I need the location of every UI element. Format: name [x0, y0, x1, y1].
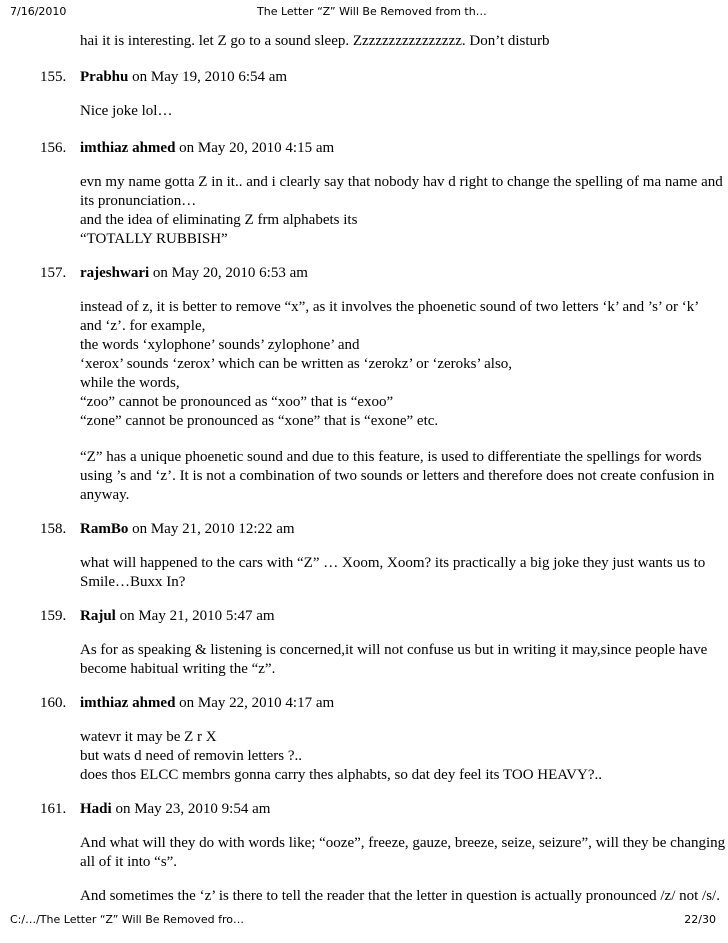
comment-text-line: but wats d need of removin letters ?.. — [80, 748, 303, 764]
comment-text-line: And what will they do with words like; “ooze”, freeze, gauze, breeze, seize, seizure”, will they be changing — [80, 835, 726, 851]
comment-text-line: the words ‘xylophone’ sounds’ zylophone’ and — [80, 337, 360, 353]
comment-text-line: does thos ELCC membrs gonna carry thes alphabts, so dat dey feel its TOO HEAVY?.. — [80, 767, 602, 783]
comment-text-line: and ‘z’. for example, — [80, 318, 206, 334]
comment-header — [80, 264, 308, 283]
comment-text-line: evn my name gotta Z in it.. and i clearly say that nobody hav d right to change the spelling of ma name and — [80, 174, 723, 190]
comment-header — [80, 800, 270, 819]
comment-author[interactable]: Hadi — [80, 801, 112, 817]
comment-text-line: As for as speaking & listening is concerned,it will not confuse us but in writing it may,since people have — [80, 642, 708, 658]
page-header — [0, 5, 728, 23]
comment-header — [80, 139, 334, 158]
comment-author[interactable]: Rajul — [80, 608, 116, 624]
page-footer — [0, 913, 728, 931]
comment-text-line: using ’s and ‘z’. It is not a combination of two sounds or letters and therefore does not create confusion in — [80, 468, 715, 484]
comment-author[interactable]: Prabhu — [80, 69, 129, 85]
comment-header — [80, 68, 287, 87]
comment-author[interactable]: imthiaz ahmed — [80, 695, 176, 711]
comment-text-line: its pronunciation… — [80, 193, 197, 209]
comment-date: on May 19, 2010 6:54 am — [132, 69, 288, 85]
comment-text-line: ‘xerox’ sounds ‘zerox’ which can be written as ‘zerokz’ or ‘zeroks’ also, — [80, 356, 513, 372]
comment-number: 161. — [40, 801, 67, 817]
comment-author[interactable]: rajeshwari — [80, 265, 150, 281]
comment-date: on May 22, 2010 4:17 am — [179, 695, 335, 711]
comment-number: 159. — [40, 608, 67, 624]
comment-text-line: while the words, — [80, 375, 180, 391]
print-date: 7/16/2010 — [10, 5, 67, 18]
comment-number: 160. — [40, 695, 67, 711]
comment-text-line: instead of z, it is better to remove “x”, as it involves the phoenetic sound of two letters ‘k’ and ’s’ or ‘k’ — [80, 299, 700, 315]
comment-text-line: Smile…Buxx In? — [80, 574, 186, 590]
comment-header — [80, 694, 334, 713]
comment-author[interactable]: imthiaz ahmed — [80, 140, 176, 156]
comment-header — [80, 520, 295, 539]
comment-number: 158. — [40, 521, 67, 537]
comment-text-line: and the idea of eliminating Z frm alphabets its — [80, 212, 358, 228]
comment-author[interactable]: RamBo — [80, 521, 129, 537]
comment-number: 155. — [40, 69, 67, 85]
comment-text-line: watevr it may be Z r X — [80, 729, 217, 745]
comment-text-line: And sometimes the ‘z’ is there to tell the reader that the letter in question is actually pronounced /z/ not /s/. — [80, 888, 720, 904]
comment-number: 157. — [40, 265, 67, 281]
comment-text-line: what will happened to the cars with “Z” … Xoom, Xoom? its practically a big joke they just wants us to — [80, 555, 706, 571]
comment-date: on May 23, 2010 9:54 am — [115, 801, 271, 817]
comment-text-line: Nice joke lol… — [80, 103, 173, 119]
comment-date: on May 21, 2010 12:22 am — [132, 521, 295, 537]
comment-text-line: “zoo” cannot be pronounced as “xoo” that is “exoo” — [80, 394, 394, 410]
comment-text-line: hai it is interesting. let Z go to a sound sleep. Zzzzzzzzzzzzzzzz. Don’t disturb — [80, 33, 550, 49]
comment-text-line: “zone” cannot be pronounced as “xone” that is “exone” etc. — [80, 413, 439, 429]
comment-text-line: “Z” has a unique phoenetic sound and due to this feature, is used to differentiate the spellings for words — [80, 449, 702, 465]
comment-date: on May 21, 2010 5:47 am — [119, 608, 275, 624]
page-title: The Letter “Z” Will Be Removed from th… — [257, 5, 487, 18]
comment-text-line: all of it into “s”. — [80, 854, 178, 870]
comment-number: 156. — [40, 140, 67, 156]
comment-text-line: become habitual writing the “z”. — [80, 661, 276, 677]
page-number: 22/30 — [684, 913, 716, 926]
comment-text-line: anyway. — [80, 487, 130, 503]
comment-header — [80, 607, 275, 626]
comment-text-line: “TOTALLY RUBBISH” — [80, 231, 228, 247]
comment-date: on May 20, 2010 4:15 am — [179, 140, 335, 156]
comment-date: on May 20, 2010 6:53 am — [152, 265, 308, 281]
file-path: C:/…/The Letter “Z” Will Be Removed fro… — [10, 913, 245, 926]
